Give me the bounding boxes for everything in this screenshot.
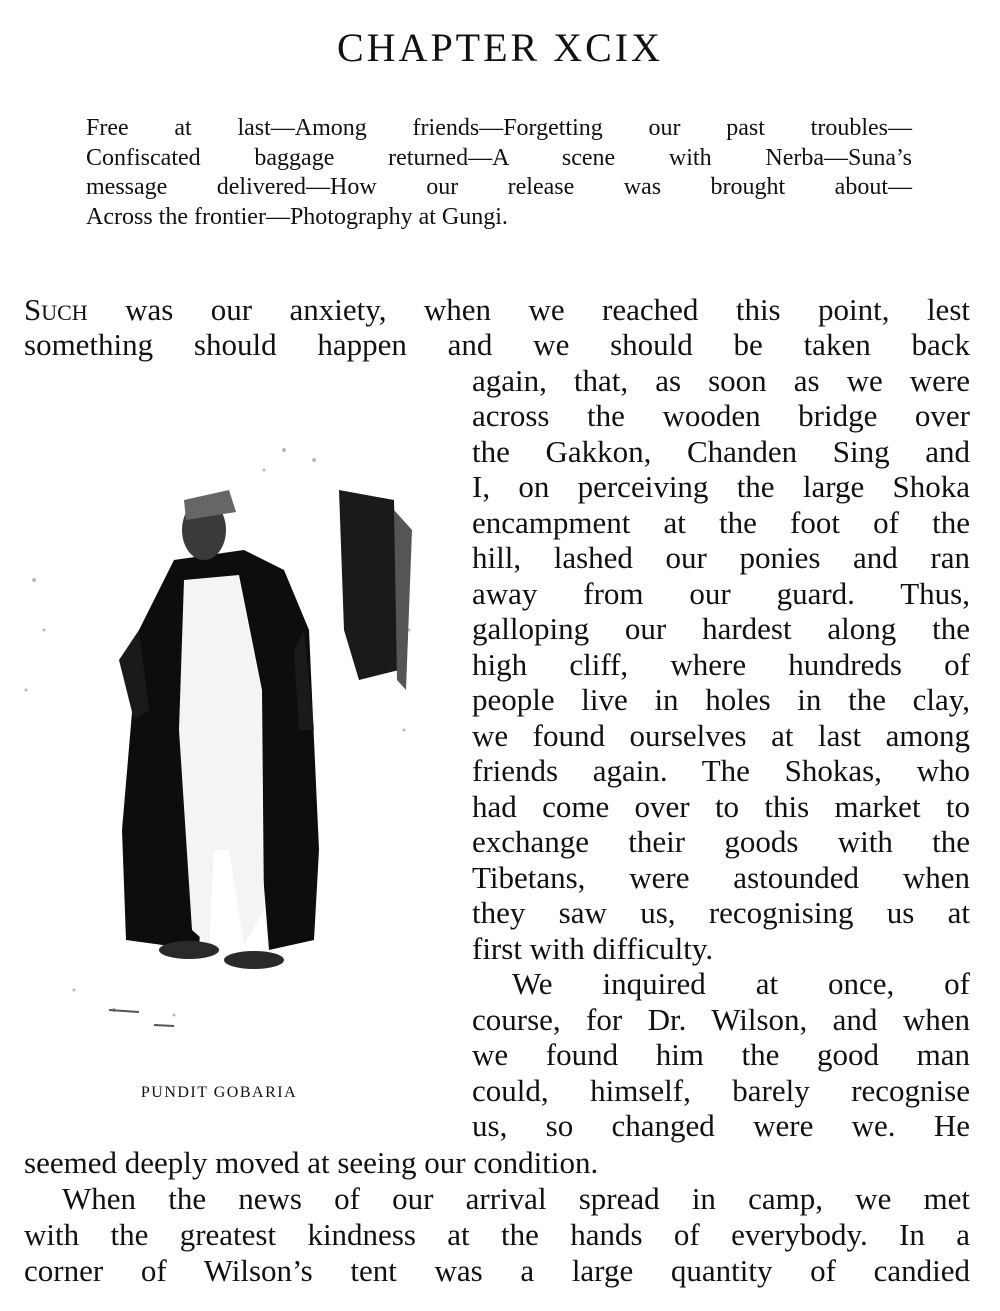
synopsis-line: Confiscated baggage returned—A scene with Nerba—Suna’s — [86, 144, 912, 171]
body-line: high cliff, where hundreds of — [472, 647, 970, 682]
body-line: away from our guard. Thus, — [472, 576, 970, 611]
body-line: with the greatest kindness at the hands of everybody. In a — [24, 1217, 970, 1252]
body-line: hill, lashed our ponies and ran — [472, 540, 970, 575]
synopsis-line: message delivered—How our release was brought about— — [86, 174, 912, 201]
body-line: I, on perceiving the large Shoka — [472, 469, 970, 504]
synopsis-line: Free at last—Among friends—Forgetting our past troubles— — [86, 115, 912, 141]
body-line: people live in holes in the clay, — [472, 682, 970, 717]
body-line: the Gakkon, Chanden Sing and — [472, 434, 970, 469]
body-line: We inquired at once, of — [512, 966, 970, 1001]
body-line: course, for Dr. Wilson, and when — [472, 1002, 970, 1037]
body-line: across the wooden bridge over — [472, 398, 970, 433]
body-line: friends again. The Shokas, who — [472, 753, 970, 788]
body-line: When the news of our arrival spread in camp, we met — [62, 1181, 970, 1216]
body-line: exchange their goods with the — [472, 824, 970, 859]
drop-word: Such — [24, 292, 88, 327]
body-line: Such was our anxiety, when we reached this point, lest — [24, 292, 970, 327]
synopsis-line: Across the frontier—Photography at Gungi. — [86, 203, 508, 230]
body-line: they saw us, recognising us at — [472, 895, 970, 930]
figure-caption: PUNDIT GOBARIA — [140, 1084, 298, 1101]
body-line: Tibetans, were astounded when — [472, 860, 970, 895]
body-line: encampment at the foot of the — [472, 505, 970, 540]
body-line: us, so changed were we. He — [472, 1108, 970, 1143]
body-line: had come over to this market to — [472, 789, 970, 824]
body-line: seemed deeply moved at seeing our condition. — [24, 1145, 599, 1180]
body-line: again, that, as soon as we were — [472, 363, 970, 398]
body-line: we found him the good man — [472, 1037, 970, 1072]
chapter-title: CHAPTER XCIX — [336, 25, 664, 70]
body-line: something should happen and we should be taken back — [24, 327, 970, 362]
body-line: we found ourselves at last among — [472, 718, 970, 753]
chapter-synopsis — [86, 114, 912, 232]
body-line: galloping our hardest along the — [472, 611, 970, 646]
portrait-photo — [14, 430, 424, 1050]
body-line: corner of Wilson’s tent was a large quantity of candied — [24, 1253, 970, 1288]
body-line: first with difficulty. — [472, 931, 714, 966]
body-line: could, himself, barely recognise — [472, 1073, 970, 1108]
